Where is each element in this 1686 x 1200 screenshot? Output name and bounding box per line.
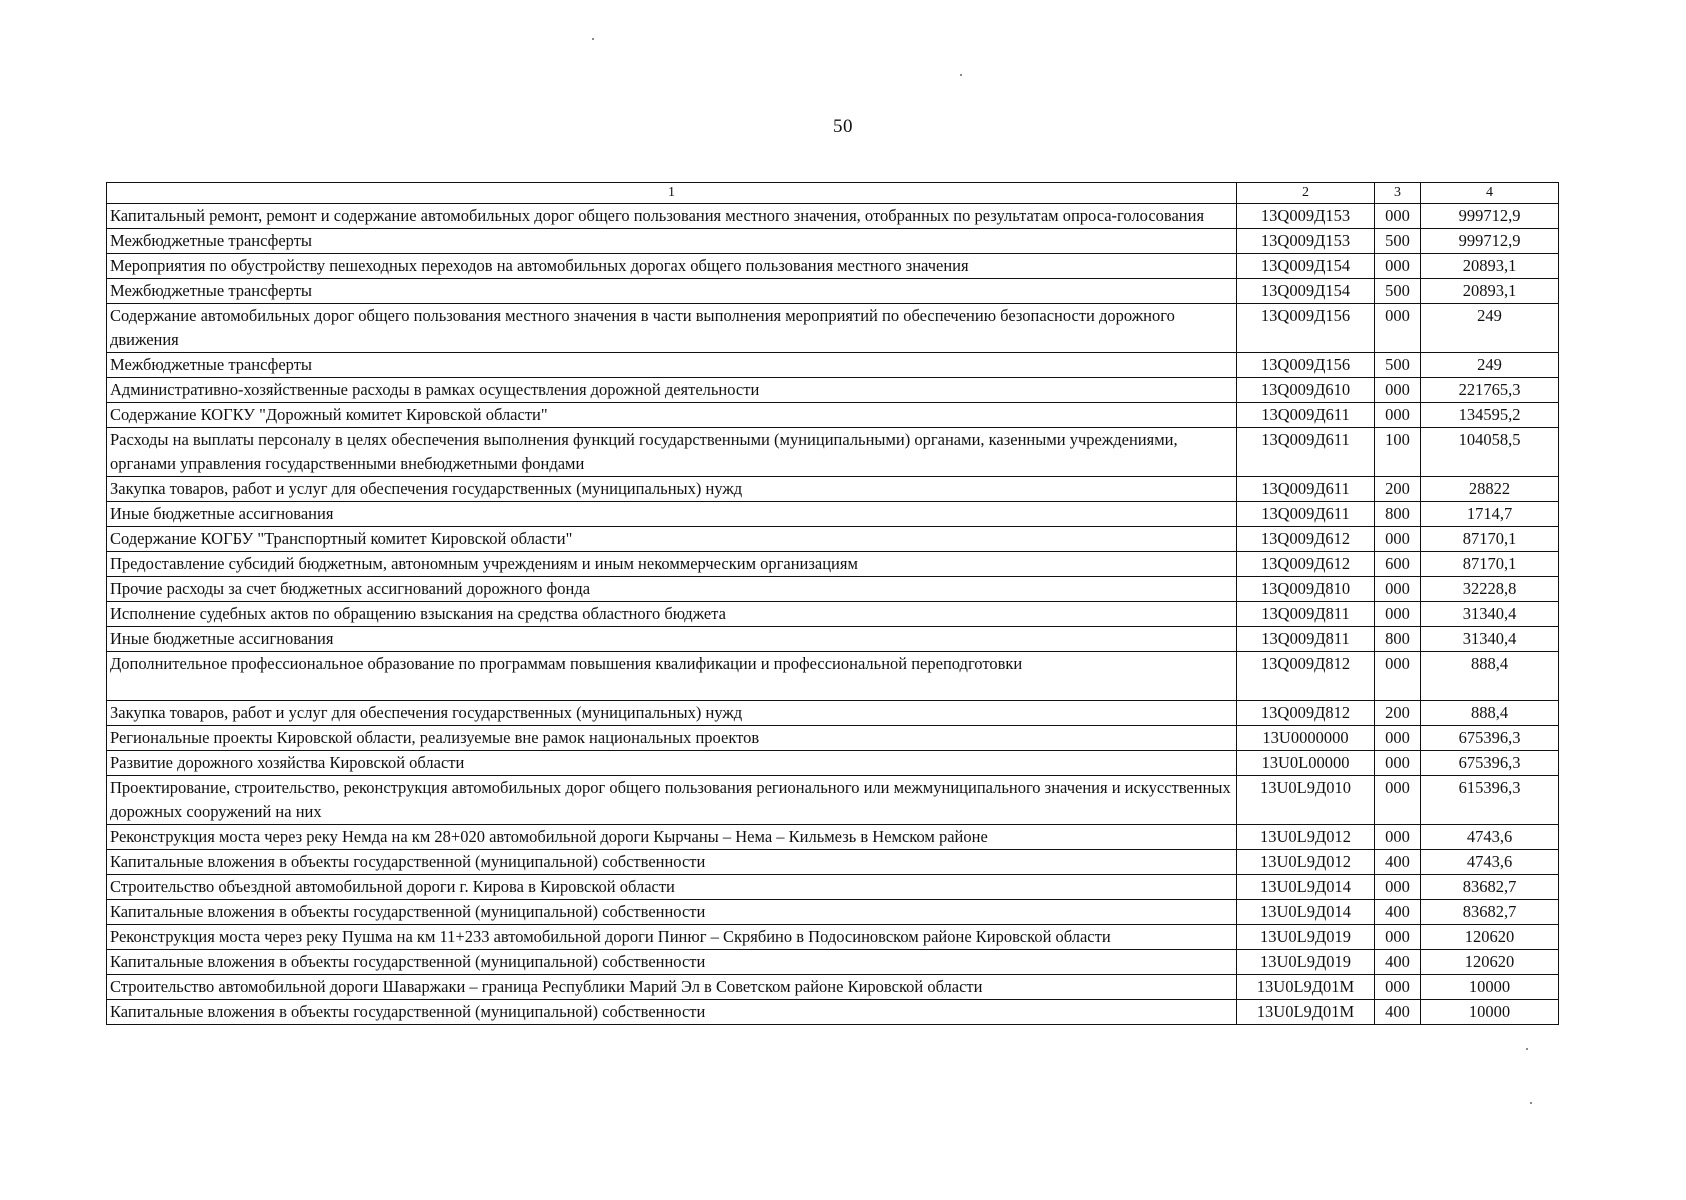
row-amount-cell: 675396,3 (1421, 726, 1559, 751)
row-name-cell: Реконструкция моста через реку Немда на км 28+020 автомобильной дороги Кырчаны – Нема – Кильмезь в Немском районе (107, 825, 1237, 850)
row-amount-cell: 10000 (1421, 1000, 1559, 1025)
row-code-cell: 13Q009Д810 (1237, 577, 1375, 602)
row-type-cell: 400 (1375, 900, 1421, 925)
row-amount-cell: 87170,1 (1421, 552, 1559, 577)
row-amount-cell: 10000 (1421, 975, 1559, 1000)
row-amount-cell: 20893,1 (1421, 279, 1559, 304)
column-header-code: 2 (1237, 183, 1375, 204)
row-type-cell: 800 (1375, 627, 1421, 652)
column-header-name: 1 (107, 183, 1237, 204)
row-type-cell: 000 (1375, 304, 1421, 353)
column-header-type: 3 (1375, 183, 1421, 204)
table-row (107, 552, 1559, 577)
row-name-cell: Капитальный ремонт, ремонт и содержание автомобильных дорог общего пользования местного значения, отобранных по результатам опроса-голосования (107, 204, 1237, 229)
row-code-cell: 13Q009Д156 (1237, 304, 1375, 353)
table-row (107, 627, 1559, 652)
column-header-amount: 4 (1421, 183, 1559, 204)
row-name-cell: Иные бюджетные ассигнования (107, 502, 1237, 527)
row-amount-cell: 4743,6 (1421, 825, 1559, 850)
header-row (107, 183, 1559, 204)
row-name-cell: Закупка товаров, работ и услуг для обеспечения государственных (муниципальных) нужд (107, 701, 1237, 726)
row-amount-cell: 888,4 (1421, 652, 1559, 701)
row-type-cell: 000 (1375, 751, 1421, 776)
row-type-cell: 500 (1375, 229, 1421, 254)
row-name-cell: Иные бюджетные ассигнования (107, 627, 1237, 652)
row-type-cell: 000 (1375, 204, 1421, 229)
table-row (107, 925, 1559, 950)
row-amount-cell: 675396,3 (1421, 751, 1559, 776)
row-amount-cell: 83682,7 (1421, 900, 1559, 925)
row-type-cell: 400 (1375, 850, 1421, 875)
table-row (107, 850, 1559, 875)
row-name-cell: Региональные проекты Кировской области, реализуемые вне рамок национальных проектов (107, 726, 1237, 751)
scan-speck (1530, 1102, 1532, 1104)
table-row (107, 776, 1559, 825)
row-code-cell: 13Q009Д156 (1237, 353, 1375, 378)
row-code-cell: 13Q009Д153 (1237, 204, 1375, 229)
row-code-cell: 13Q009Д612 (1237, 527, 1375, 552)
row-name-cell: Содержание КОГКУ "Дорожный комитет Кировской области" (107, 403, 1237, 428)
row-type-cell: 600 (1375, 552, 1421, 577)
row-code-cell: 13U0L9Д019 (1237, 925, 1375, 950)
row-name-cell: Капитальные вложения в объекты государственной (муниципальной) собственности (107, 950, 1237, 975)
table-row (107, 652, 1559, 701)
row-name-cell: Закупка товаров, работ и услуг для обеспечения государственных (муниципальных) нужд (107, 477, 1237, 502)
row-name-cell: Прочие расходы за счет бюджетных ассигнований дорожного фонда (107, 577, 1237, 602)
table-row (107, 726, 1559, 751)
row-amount-cell: 888,4 (1421, 701, 1559, 726)
row-amount-cell: 999712,9 (1421, 229, 1559, 254)
row-amount-cell: 32228,8 (1421, 577, 1559, 602)
row-type-cell: 000 (1375, 602, 1421, 627)
row-code-cell: 13U0L9Д014 (1237, 900, 1375, 925)
row-amount-cell: 1714,7 (1421, 502, 1559, 527)
row-name-cell: Межбюджетные трансферты (107, 353, 1237, 378)
row-amount-cell: 120620 (1421, 925, 1559, 950)
row-amount-cell: 249 (1421, 353, 1559, 378)
row-name-cell: Капитальные вложения в объекты государственной (муниципальной) собственности (107, 900, 1237, 925)
table-row (107, 875, 1559, 900)
row-name-cell: Строительство объездной автомобильной дороги г. Кирова в Кировской области (107, 875, 1237, 900)
table-row (107, 701, 1559, 726)
row-code-cell: 13Q009Д154 (1237, 279, 1375, 304)
row-name-cell: Межбюджетные трансферты (107, 279, 1237, 304)
row-name-cell: Капитальные вложения в объекты государственной (муниципальной) собственности (107, 1000, 1237, 1025)
row-amount-cell: 28822 (1421, 477, 1559, 502)
table-row (107, 403, 1559, 428)
row-amount-cell: 249 (1421, 304, 1559, 353)
row-type-cell: 000 (1375, 403, 1421, 428)
row-type-cell: 000 (1375, 875, 1421, 900)
table-row (107, 229, 1559, 254)
row-code-cell: 13U0L9Д012 (1237, 825, 1375, 850)
row-name-cell: Административно-хозяйственные расходы в рамках осуществления дорожной деятельности (107, 378, 1237, 403)
row-code-cell: 13Q009Д611 (1237, 403, 1375, 428)
row-code-cell: 13Q009Д153 (1237, 229, 1375, 254)
table-row (107, 353, 1559, 378)
table-row (107, 204, 1559, 229)
row-name-cell: Содержание КОГБУ "Транспортный комитет Кировской области" (107, 527, 1237, 552)
row-type-cell: 200 (1375, 477, 1421, 502)
scan-speck (1526, 1048, 1528, 1050)
table-row (107, 279, 1559, 304)
row-name-cell: Капитальные вложения в объекты государственной (муниципальной) собственности (107, 850, 1237, 875)
row-type-cell: 000 (1375, 527, 1421, 552)
row-amount-cell: 4743,6 (1421, 850, 1559, 875)
table-row (107, 477, 1559, 502)
row-code-cell: 13U0L00000 (1237, 751, 1375, 776)
row-code-cell: 13Q009Д812 (1237, 701, 1375, 726)
table-row (107, 751, 1559, 776)
table-body (107, 204, 1559, 1025)
row-amount-cell: 83682,7 (1421, 875, 1559, 900)
row-type-cell: 000 (1375, 726, 1421, 751)
scan-speck (960, 74, 962, 76)
table-row (107, 950, 1559, 975)
row-code-cell: 13Q009Д611 (1237, 428, 1375, 477)
row-code-cell: 13Q009Д812 (1237, 652, 1375, 701)
row-type-cell: 000 (1375, 975, 1421, 1000)
row-amount-cell: 87170,1 (1421, 527, 1559, 552)
row-amount-cell: 31340,4 (1421, 627, 1559, 652)
table-row (107, 254, 1559, 279)
row-code-cell: 13Q009Д811 (1237, 627, 1375, 652)
row-code-cell: 13U0L9Д014 (1237, 875, 1375, 900)
row-type-cell: 200 (1375, 701, 1421, 726)
row-amount-cell: 221765,3 (1421, 378, 1559, 403)
row-amount-cell: 134595,2 (1421, 403, 1559, 428)
row-name-cell: Строительство автомобильной дороги Шаваржаки – граница Республики Марий Эл в Советском районе Кировской области (107, 975, 1237, 1000)
row-amount-cell: 31340,4 (1421, 602, 1559, 627)
row-name-cell: Содержание автомобильных дорог общего пользования местного значения в части выполнения мероприятий по обеспечению безопасности дорожного движения (107, 304, 1237, 353)
table-row (107, 428, 1559, 477)
row-code-cell: 13U0L9Д01М (1237, 975, 1375, 1000)
row-amount-cell: 20893,1 (1421, 254, 1559, 279)
row-amount-cell: 120620 (1421, 950, 1559, 975)
row-code-cell: 13U0L9Д010 (1237, 776, 1375, 825)
row-name-cell: Мероприятия по обустройству пешеходных переходов на автомобильных дорогах общего пользования местного значения (107, 254, 1237, 279)
row-type-cell: 000 (1375, 254, 1421, 279)
row-amount-cell: 615396,3 (1421, 776, 1559, 825)
row-code-cell: 13Q009Д611 (1237, 477, 1375, 502)
row-name-cell: Расходы на выплаты персоналу в целях обеспечения выполнения функций государственными (муниципальными) органами, казенными учреждениями, органами управления государственными внебюджетными фондами (107, 428, 1237, 477)
row-code-cell: 13Q009Д611 (1237, 502, 1375, 527)
row-type-cell: 500 (1375, 353, 1421, 378)
scan-speck (592, 38, 594, 40)
row-type-cell: 400 (1375, 1000, 1421, 1025)
row-type-cell: 000 (1375, 776, 1421, 825)
table-row (107, 975, 1559, 1000)
row-amount-cell: 999712,9 (1421, 204, 1559, 229)
row-code-cell: 13Q009Д610 (1237, 378, 1375, 403)
row-name-cell: Дополнительное профессиональное образование по программам повышения квалификации и профессиональной переподготовки (107, 652, 1237, 701)
row-code-cell: 13U0L9Д019 (1237, 950, 1375, 975)
table-row (107, 304, 1559, 353)
row-name-cell: Исполнение судебных актов по обращению взыскания на средства областного бюджета (107, 602, 1237, 627)
table-row (107, 577, 1559, 602)
table-row (107, 378, 1559, 403)
table-row (107, 900, 1559, 925)
row-name-cell: Реконструкция моста через реку Пушма на км 11+233 автомобильной дороги Пинюг – Скрябино в Подосиновском районе Кировской области (107, 925, 1237, 950)
table-row (107, 825, 1559, 850)
row-type-cell: 500 (1375, 279, 1421, 304)
page-number: 50 (833, 116, 853, 137)
table-row (107, 502, 1559, 527)
row-code-cell: 13U0L9Д01М (1237, 1000, 1375, 1025)
row-name-cell: Межбюджетные трансферты (107, 229, 1237, 254)
row-type-cell: 000 (1375, 378, 1421, 403)
row-code-cell: 13U0000000 (1237, 726, 1375, 751)
row-amount-cell: 104058,5 (1421, 428, 1559, 477)
row-type-cell: 100 (1375, 428, 1421, 477)
row-code-cell: 13Q009Д612 (1237, 552, 1375, 577)
table-row (107, 527, 1559, 552)
row-name-cell: Развитие дорожного хозяйства Кировской области (107, 751, 1237, 776)
table-row (107, 602, 1559, 627)
row-name-cell: Проектирование, строительство, реконструкция автомобильных дорог общего пользования регионального или межмуниципального значения и искусственных дорожных сооружений на них (107, 776, 1237, 825)
row-code-cell: 13U0L9Д012 (1237, 850, 1375, 875)
row-code-cell: 13Q009Д811 (1237, 602, 1375, 627)
row-type-cell: 000 (1375, 652, 1421, 701)
table-row (107, 1000, 1559, 1025)
row-code-cell: 13Q009Д154 (1237, 254, 1375, 279)
budget-table (106, 182, 1559, 1025)
row-type-cell: 000 (1375, 825, 1421, 850)
row-type-cell: 400 (1375, 950, 1421, 975)
row-type-cell: 000 (1375, 925, 1421, 950)
row-type-cell: 000 (1375, 577, 1421, 602)
row-type-cell: 800 (1375, 502, 1421, 527)
row-name-cell: Предоставление субсидий бюджетным, автономным учреждениям и иным некоммерческим организациям (107, 552, 1237, 577)
